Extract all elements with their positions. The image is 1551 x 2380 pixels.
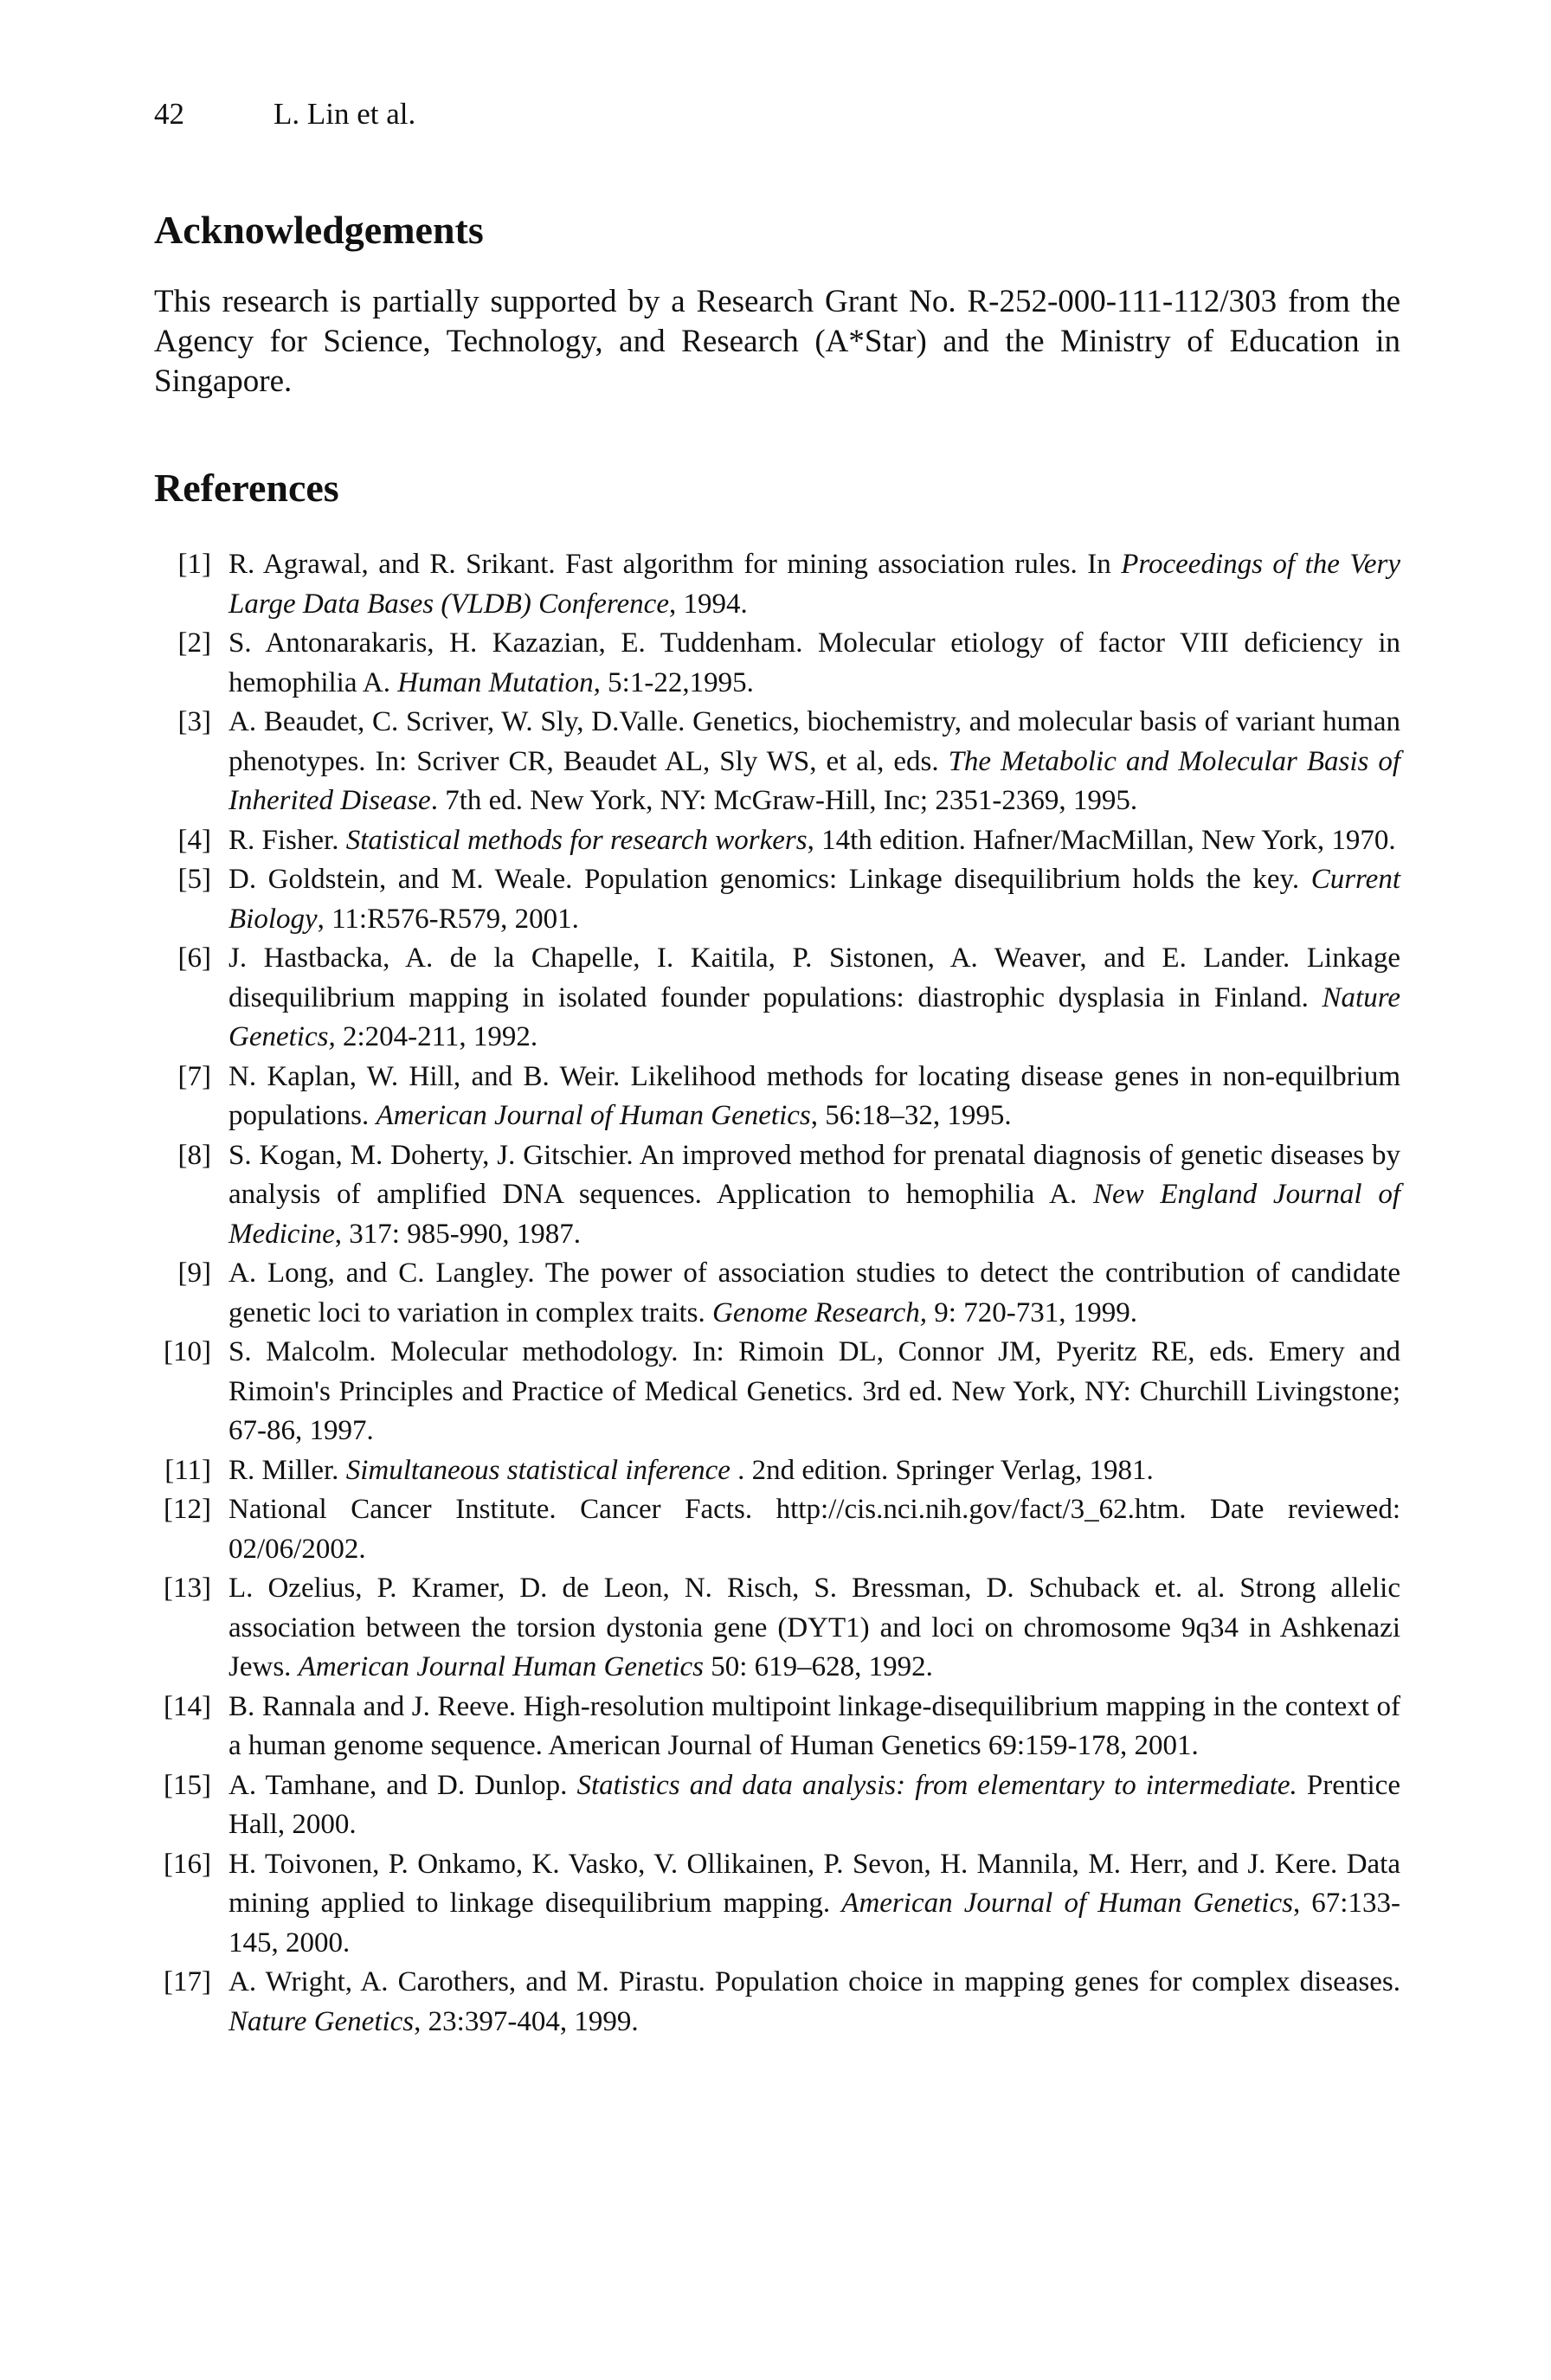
reference-text: A. Wright, A. Carothers, and M. Pirastu. Population choice in mapping genes for complex diseases. Nature Genetics, 23:397-404, 1999. [228,1966,1400,2037]
reference-number: [10] [164,1336,211,1367]
running-header [154,97,415,132]
reference-text: N. Kaplan, W. Hill, and B. Weir. Likelihood methods for locating disease genes in non-equilbrium populations. American Journal of Human Genetics, 56:18–32, 1995. [228,1060,1400,1131]
reference-number: [12] [164,1494,211,1525]
reference-item [154,1451,1400,1491]
reference-list [154,545,1400,2042]
reference-text: R. Agrawal, and R. Srikant. Fast algorithm for mining association rules. In Proceedings of the Very Large Data Bases (VLDB) Conference, 1994. [228,549,1400,620]
reference-item [154,1254,1400,1333]
reference-number: [2] [177,627,211,659]
reference-item [154,703,1400,821]
reference-number: [7] [177,1060,211,1092]
reference-number: [8] [177,1139,211,1171]
acknowledgements-text: This research is partially supported by a Research Grant No. R-252-000-111-112/303 from the Agency for Science, Technology, and Research (A*Star) and the Ministry of Education in Singapore. [154,284,1400,399]
references-heading: References [154,466,339,510]
reference-item [154,1569,1400,1688]
reference-item [154,1333,1400,1451]
reference-number: [4] [177,824,211,856]
running-header-authors: L. Lin et al. [274,97,416,131]
reference-number: [11] [164,1454,211,1486]
reference-item [154,1136,1400,1255]
reference-item [154,1688,1400,1766]
reference-number: [5] [177,864,211,895]
reference-text: H. Toivonen, P. Onkamo, K. Vasko, V. Ollikainen, P. Sevon, H. Mannila, M. Herr, and J. Kere. Data mining applied to linkage disequilibrium mapping. American Journal of Human Genetics, 67:133-145, 2000. [228,1848,1400,1959]
reference-text: National Cancer Institute. Cancer Facts. http://cis.nci.nih.gov/fact/3_62.htm. Date reviewed: 02/06/2002. [228,1494,1400,1565]
reference-item [154,1963,1400,2042]
reference-item [154,1845,1400,1964]
reference-number: [9] [177,1258,211,1289]
acknowledgements-heading: Acknowledgements [154,208,484,252]
reference-number: [1] [177,549,211,580]
reference-item [154,1490,1400,1569]
reference-text: B. Rannala and J. Reeve. High-resolution multipoint linkage-disequilibrium mapping in the context of a human genome sequence. American Journal of Human Genetics 69:159-178, 2001. [228,1690,1400,1761]
reference-text: D. Goldstein, and M. Weale. Population genomics: Linkage disequilibrium holds the key. Current Biology, 11:R576-R579, 2001. [228,864,1400,935]
reference-item [154,545,1400,624]
reference-text: S. Kogan, M. Doherty, J. Gitschier. An improved method for prenatal diagnosis of genetic diseases by analysis of amplified DNA sequences. Application to hemophilia A. New England Journal of Medicine, 317: 985-990, 1987. [228,1139,1400,1250]
page-number: 42 [154,97,184,131]
reference-text: S. Malcolm. Molecular methodology. In: Rimoin DL, Connor JM, Pyeritz RE, eds. Emery and Rimoin's Principles and Practice of Medical Genetics. 3rd ed. New York, NY: Churchill Livingstone; 67-86, 1997. [228,1336,1400,1446]
reference-number: [3] [177,706,211,737]
reference-text: A. Long, and C. Langley. The power of association studies to detect the contribution of candidate genetic loci to variation in complex traits. Genome Research, 9: 720-731, 1999. [228,1258,1400,1328]
reference-text: L. Ozelius, P. Kramer, D. de Leon, N. Risch, S. Bressman, D. Schuback et. al. Strong allelic association between the torsion dystonia gene (DYT1) and loci on chromosome 9q34 in Ashkenazi Jews. American Journal Human Genetics 50: 619–628, 1992. [228,1573,1400,1682]
reference-item [154,821,1400,861]
reference-number: [16] [164,1848,211,1880]
page [154,0,1400,2380]
reference-number: [14] [164,1690,211,1722]
reference-item [154,624,1400,703]
reference-number: [6] [177,942,211,974]
reference-item [154,860,1400,939]
reference-text: A. Beaudet, C. Scriver, W. Sly, D.Valle. Genetics, biochemistry, and molecular basis of variant human phenotypes. In: Scriver CR, Beaudet AL, Sly WS, et al, eds. The Metabolic and Molecular Basis of Inherited Disease. 7th ed. New York, NY: McGraw-Hill, Inc; 2351-2369, 1995. [228,706,1400,816]
reference-number: [13] [164,1573,211,1604]
reference-text: J. Hastbacka, A. de la Chapelle, I. Kaitila, P. Sistonen, A. Weaver, and E. Lander. Linkage disequilibrium mapping in isolated founder populations: diastrophic dysplasia in Finland. Nature Genetics, 2:204-211, 1992. [228,942,1400,1052]
reference-item [154,1766,1400,1845]
reference-item [154,939,1400,1058]
reference-text: R. Fisher. Statistical methods for research workers, 14th edition. Hafner/MacMillan, New York, 1970. [228,824,1396,856]
reference-text: S. Antonarakaris, H. Kazazian, E. Tuddenham. Molecular etiology of factor VIII deficiency in hemophilia A. Human Mutation, 5:1-22,1995. [228,627,1400,698]
reference-number: [17] [164,1966,211,1997]
reference-text: R. Miller. Simultaneous statistical inference . 2nd edition. Springer Verlag, 1981. [228,1454,1154,1486]
reference-text: A. Tamhane, and D. Dunlop. Statistics and data analysis: from elementary to intermediate. Prentice Hall, 2000. [228,1769,1400,1840]
reference-item [154,1058,1400,1136]
reference-number: [15] [164,1769,211,1801]
